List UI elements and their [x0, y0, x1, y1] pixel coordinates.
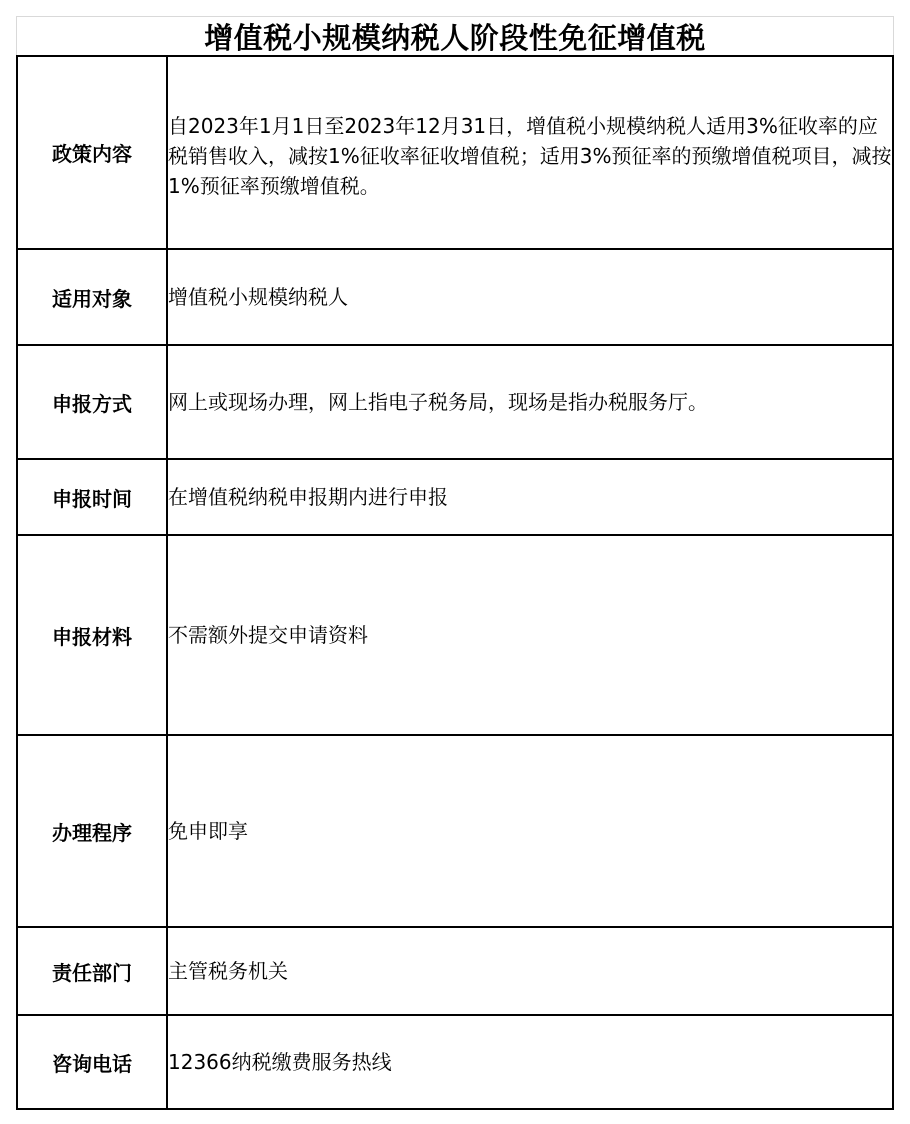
- label-filing-time: 申报时间: [17, 459, 167, 535]
- value-filing-materials: 不需额外提交申请资料: [167, 535, 893, 735]
- policy-table: [16, 55, 894, 1110]
- table-row-filing-materials: [17, 535, 893, 735]
- label-consultation-phone: 咨询电话: [17, 1015, 167, 1109]
- value-consultation-phone: 12366纳税缴费服务热线: [167, 1015, 893, 1109]
- table-row-filing-method: [17, 345, 893, 459]
- value-filing-time: 在增值税纳税申报期内进行申报: [167, 459, 893, 535]
- value-policy-content: 自2023年1月1日至2023年12月31日，增值税小规模纳税人适用3%征收率的应税销售收入，减按1%征收率征收增值税；适用3%预征率的预缴增值税项目，减按1%预征率预缴增值税。: [167, 56, 893, 249]
- value-responsible-department: 主管税务机关: [167, 927, 893, 1015]
- label-filing-materials: 申报材料: [17, 535, 167, 735]
- label-procedure: 办理程序: [17, 735, 167, 927]
- label-policy-content: 政策内容: [17, 56, 167, 249]
- label-responsible-department: 责任部门: [17, 927, 167, 1015]
- table-row-consultation-phone: [17, 1015, 893, 1109]
- table-row-procedure: [17, 735, 893, 927]
- table-row-responsible-department: [17, 927, 893, 1015]
- label-filing-method: 申报方式: [17, 345, 167, 459]
- table-row-policy-content: [17, 56, 893, 249]
- page-title: 增值税小规模纳税人阶段性免征增值税: [204, 20, 706, 55]
- value-procedure: 免申即享: [167, 735, 893, 927]
- value-filing-method: 网上或现场办理，网上指电子税务局，现场是指办税服务厅。: [167, 345, 893, 459]
- table-row-applicable-target: [17, 249, 893, 345]
- table-row-filing-time: [17, 459, 893, 535]
- label-applicable-target: 适用对象: [17, 249, 167, 345]
- value-applicable-target: 增值税小规模纳税人: [167, 249, 893, 345]
